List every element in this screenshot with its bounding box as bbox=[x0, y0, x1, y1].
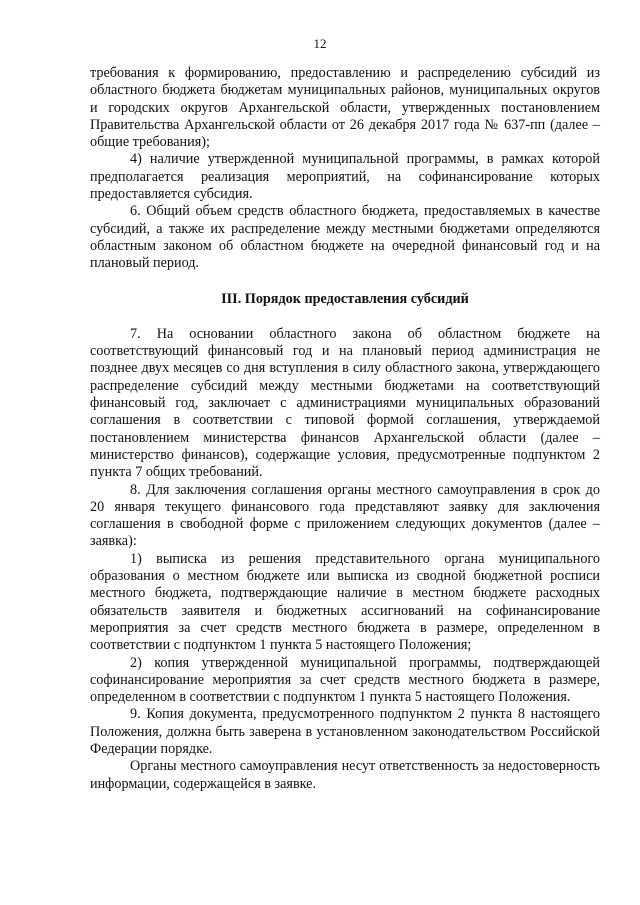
paragraph-item-9: 9. Копия документа, предусмотренного подпунктом 2 пункта 8 настоящего Положения, должна быть заверена в установленном законодательством Российской Федерации порядке. bbox=[90, 706, 600, 757]
paragraph-general-requirements: требования к формированию, предоставлению и распределению субсидий из областного бюджета бюджетам муниципальных районов, муниципальных округов и городских округов Архангельской области, утвержденных постановлением Правительства Архангельской области от 26 декабря 2017 года № 637-пп (далее – общие требования); bbox=[90, 65, 600, 151]
paragraph-item-4: 4) наличие утвержденной муниципальной программы, в рамках которой предполагается реализация мероприятий, на софинансирование которых предоставляется субсидия. bbox=[90, 151, 600, 203]
page-number: 12 bbox=[313, 36, 327, 51]
section-heading: III. Порядок предоставления субсидий bbox=[221, 290, 469, 307]
paragraph-item-7: 7. На основании областного закона об областном бюджете на соответствующий финансовый год и на плановый период администрация не позднее двух месяцев со дня вступления в силу областного закона, утверждающего распределение субсидий между местными бюджетами на соответствующий финансовый год, заключает с администрациями муниципальных образований соглашения в соответствии с типовой формой соглашения, утверждаемой постановлением министерства финансов Архангельской области (далее – министерство финансов), содержащие условия, предусмотренные подпунктом 2 пункта 7 общих требований. bbox=[90, 325, 600, 481]
paragraph-subitem-2: 2) копия утвержденной муниципальной программы, подтверждающей софинансирование мероприятия за счет средств местного бюджета в размере, определенном в соответствии с подпунктом 1 пункта 5 настоящего Положения. bbox=[90, 654, 600, 706]
paragraph-item-6: 6. Общий объем средств областного бюджета, предоставляемых в качестве субсидий, а также их распределение между местными бюджетами определяются областным законом об областном бюджете на очередной финансовый год и на плановый период. bbox=[90, 203, 600, 272]
document-body bbox=[90, 65, 600, 793]
paragraph-item-8: 8. Для заключения соглашения органы местного самоуправления в срок до 20 января текущего финансового года представляют заявку для заключения соглашения в свободной форме с приложением следующих документов (далее – заявка): bbox=[90, 481, 600, 550]
paragraph-subitem-1: 1) выписка из решения представительного органа муниципального образования о местном бюджете или выписка из сводной бюджетной росписи местного бюджета, подтверждающие наличие в местном бюджете расходных обязательств заявителя и бюджетных ассигнований на софинансирование мероприятия за счет средств местного бюджета в размере, определенном в соответствии с подпунктом 1 пункта 5 настоящего Положения; bbox=[90, 550, 600, 654]
paragraph-responsibility: Органы местного самоуправления несут ответственность за недостоверность информации, содержащейся в заявке. bbox=[90, 758, 600, 792]
